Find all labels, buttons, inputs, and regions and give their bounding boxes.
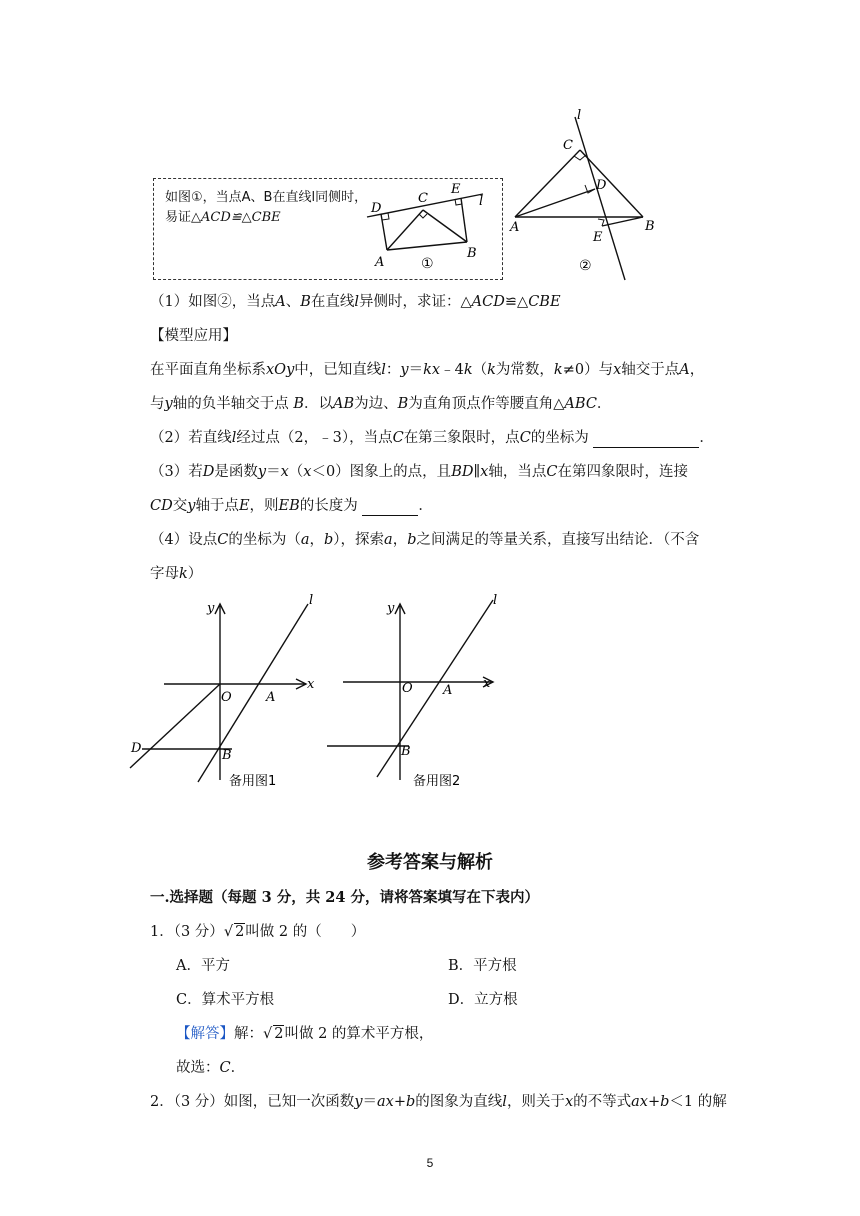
fig2-label-l: l — [577, 108, 582, 123]
hint-prefix: 易证 — [165, 210, 192, 225]
question-3-line-1: （3）若D是函数y＝x（x＜0）图象上的点，且BD∥x轴，当点C在第四象限时，连接 — [150, 464, 688, 480]
svg-text:B: B — [467, 246, 477, 261]
option-a[interactable]: A．平方 — [176, 958, 230, 974]
problem-1: 1．（3 分）√ 2叫做 2 的（ ） — [150, 924, 366, 940]
svg-text:C: C — [418, 191, 428, 206]
problem-2: 2．（3 分）如图，已知一次函数y＝ax+b的图象为直线l，则关于x的不等式ax+b＜1 的解 — [150, 1094, 727, 1110]
answer-blank-3[interactable] — [362, 501, 418, 516]
question-1: （1）如图②，当点A、B在直线l异侧时，求证：△ACD≌△CBE — [150, 294, 561, 310]
svg-text:备用图1: 备用图1 — [229, 774, 277, 789]
svg-text:B: B — [401, 744, 411, 759]
seg-cb — [580, 150, 643, 217]
svg-text:A: A — [443, 683, 453, 698]
seg-ca — [515, 150, 580, 217]
seg-ad — [515, 189, 595, 217]
page-number: 5 — [426, 1156, 434, 1170]
option-b[interactable]: B．平方根 — [448, 958, 517, 974]
question-3-line-2: CD交y轴于点E，则EB的长度为 ． — [150, 498, 433, 514]
question-4-line-2: 字母k） — [150, 566, 203, 582]
fig2-label-a: A — [510, 220, 520, 235]
intro-line-1: 在平面直角坐标系xOy中，已知直线l：y＝kx﹣4k（k为常数，k≠0）与x轴交于点A， — [150, 362, 705, 378]
svg-text:l: l — [493, 593, 498, 608]
svg-text:y: y — [387, 601, 395, 616]
question-4-line-1: （4）设点C的坐标为（a，b），探索a，b之间满足的等量关系，直接写出结论．（不含 — [150, 532, 700, 548]
option-d[interactable]: D．立方根 — [448, 992, 518, 1008]
svg-text:D: D — [371, 201, 382, 216]
model-heading: 【模型应用】 — [150, 328, 237, 344]
hint-math: △ACD≌△CBE — [191, 210, 281, 225]
backup-figure-1 — [128, 592, 328, 792]
answer-blank-2[interactable] — [593, 433, 699, 448]
answer-title: 参考答案与解析 — [367, 852, 493, 873]
fig2-label-e: E — [593, 230, 603, 245]
seg-be — [602, 217, 643, 226]
answer-1: 【解答】解：√ 2叫做 2 的算术平方根， — [176, 1026, 434, 1042]
hint-line-2 — [165, 208, 281, 227]
question-2: （2）若直线l经过点（2，﹣3），当点C在第三象限时，点C的坐标为 ． — [150, 430, 714, 446]
line-l — [575, 117, 625, 280]
svg-text:l: l — [309, 593, 314, 608]
fig2-label-d: D — [596, 178, 607, 193]
svg-text:E: E — [451, 182, 461, 197]
fig2-label-b: B — [645, 219, 655, 234]
fig2-label-c: C — [563, 138, 573, 153]
svg-text:①: ① — [421, 256, 434, 272]
figure-2 — [505, 105, 665, 285]
svg-text:O: O — [402, 681, 413, 696]
svg-text:D: D — [131, 741, 142, 756]
svg-text:O: O — [221, 690, 232, 705]
backup-figure-2 — [325, 592, 505, 792]
answer-tag: 【解答】 — [176, 1026, 234, 1042]
svg-text:A: A — [375, 255, 385, 270]
hint-line-1: 如图①，当点A、B在直线l同侧时， — [165, 190, 368, 205]
fig2-label-num: ② — [579, 258, 592, 274]
answer-1-choice: 故选：C． — [176, 1060, 246, 1076]
svg-text:x: x — [307, 677, 315, 692]
svg-text:B: B — [222, 748, 232, 763]
svg-text:备用图2: 备用图2 — [413, 774, 461, 789]
svg-text:x: x — [483, 676, 491, 691]
sqrt-2: √ 2 — [223, 924, 245, 940]
intro-line-2: 与y轴的负半轴交于点 B．以AB为边、B为直角顶点作等腰直角△ABC． — [150, 396, 612, 412]
option-c[interactable]: C．算术平方根 — [176, 992, 275, 1008]
section-1-heading: 一.选择题（每题 3 分，共 24 分，请将答案填写在下表内） — [150, 889, 540, 906]
figure-1 — [365, 180, 500, 275]
svg-text:y: y — [207, 601, 215, 616]
svg-text:l: l — [479, 194, 484, 209]
svg-text:A: A — [266, 690, 276, 705]
